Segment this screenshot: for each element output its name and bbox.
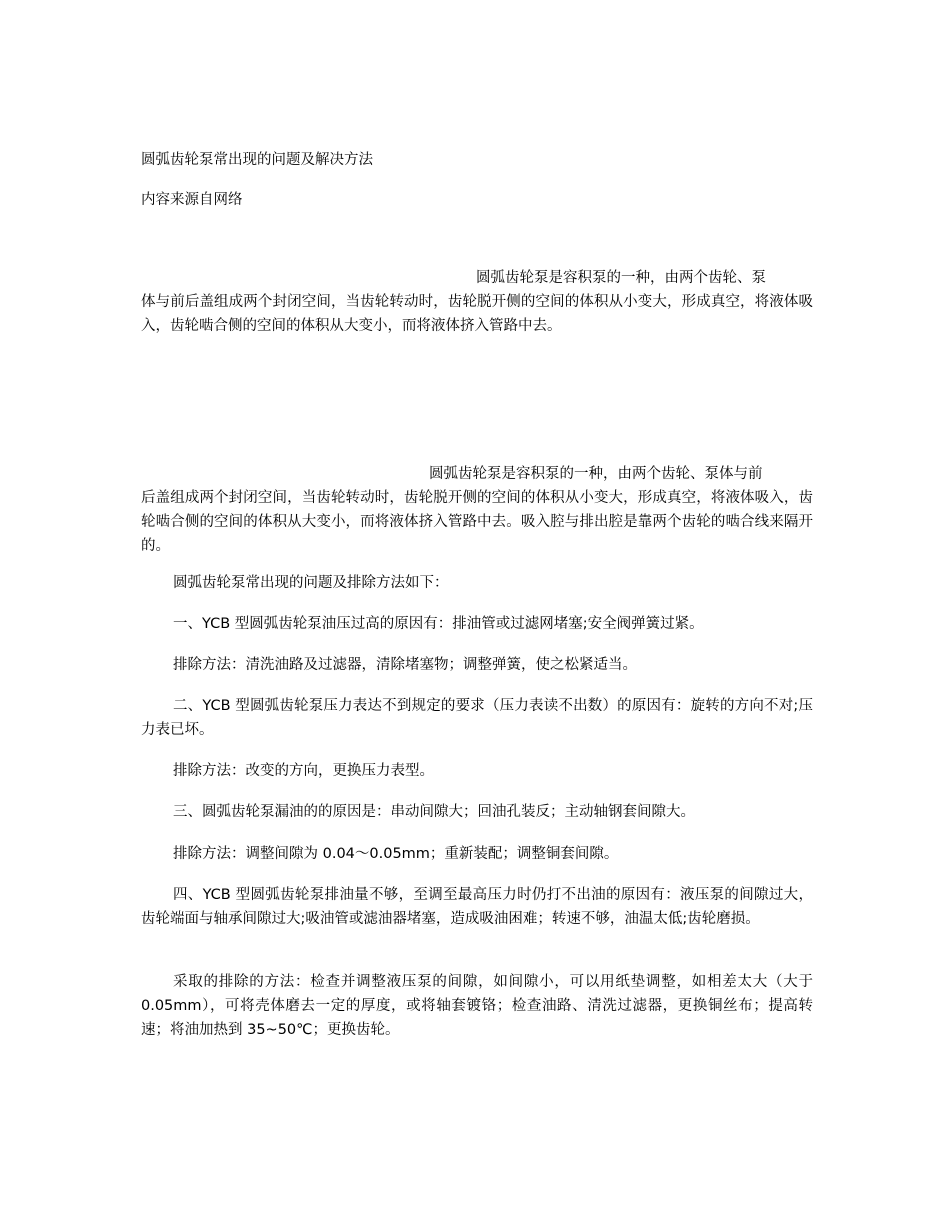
intro-1-body: 体与前后盖组成两个封闭空间，当齿轮转动时，齿轮脱开侧的空间的体积从小变大，形成真空，将液体吸入，齿轮啮合侧的空间的体积从大变小，而将液体挤入管路中去。 [141,294,813,334]
document-source: 内容来源自网络 [141,192,243,208]
issue-1-fix: 排除方法：清洗油路及过滤器，清除堵塞物；调整弹簧，使之松紧适当。 [173,657,637,673]
issue-2-fix: 排除方法：改变的方向，更换压力表型。 [173,763,434,779]
intro-2-first-line: 圆弧齿轮泵是容积泵的一种，由两个齿轮、泵体与前 [429,466,763,482]
issue-2-cause: 二、YCB 型圆弧齿轮泵压力表达不到规定的要求（压力表读不出数）的原因有：旋转的方向不对;压力表已坏。 [141,698,813,738]
issue-1-cause: 一、YCB 型圆弧齿轮泵油压过高的原因有：排油管或过滤网堵塞;安全阀弹簧过紧。 [173,616,704,632]
document-title: 圆弧齿轮泵常出现的问题及解决方法 [141,152,373,168]
issue-4-cause: 四、YCB 型圆弧齿轮泵排油量不够，至调至最高压力时仍打不出油的原因有：液压泵的间隙过大，齿轮端面与轴承间隙过大;吸油管或滤油器堵塞，造成吸油困难；转速不够，油温太低;齿轮磨损。 [141,887,813,927]
intro-1-first-line: 圆弧齿轮泵是容积泵的一种，由两个齿轮、泵 [476,270,766,286]
intro-2-body: 后盖组成两个封闭空间，当齿轮转动时，齿轮脱开侧的空间的体积从小变大，形成真空，将液体吸入，齿轮啮合侧的空间的体积从大变小，而将液体挤入管路中去。吸入腔与排出腔是靠两个齿轮的啮合线来隔开的。 [141,490,813,554]
problems-intro: 圆弧齿轮泵常出现的问题及排除方法如下： [173,575,449,591]
issue-4-fix: 采取的排除的方法：检查并调整液压泵的间隙，如间隙小，可以用纸垫调整，如相差太大（大于 0.05mm），可将壳体磨去一定的厚度，或将轴套镀铬；检查油路、清洗过滤器，更换铜丝布；提高转速；将油加热到 35~50℃；更换齿轮。 [141,974,813,1038]
issue-3-fix: 排除方法：调整间隙为 0.04～0.05mm；重新装配；调整铜套间隙。 [173,846,619,862]
issue-3-cause: 三、圆弧齿轮泵漏油的的原因是：串动间隙大；回油孔装反；主动轴钢套间隙大。 [173,804,695,820]
